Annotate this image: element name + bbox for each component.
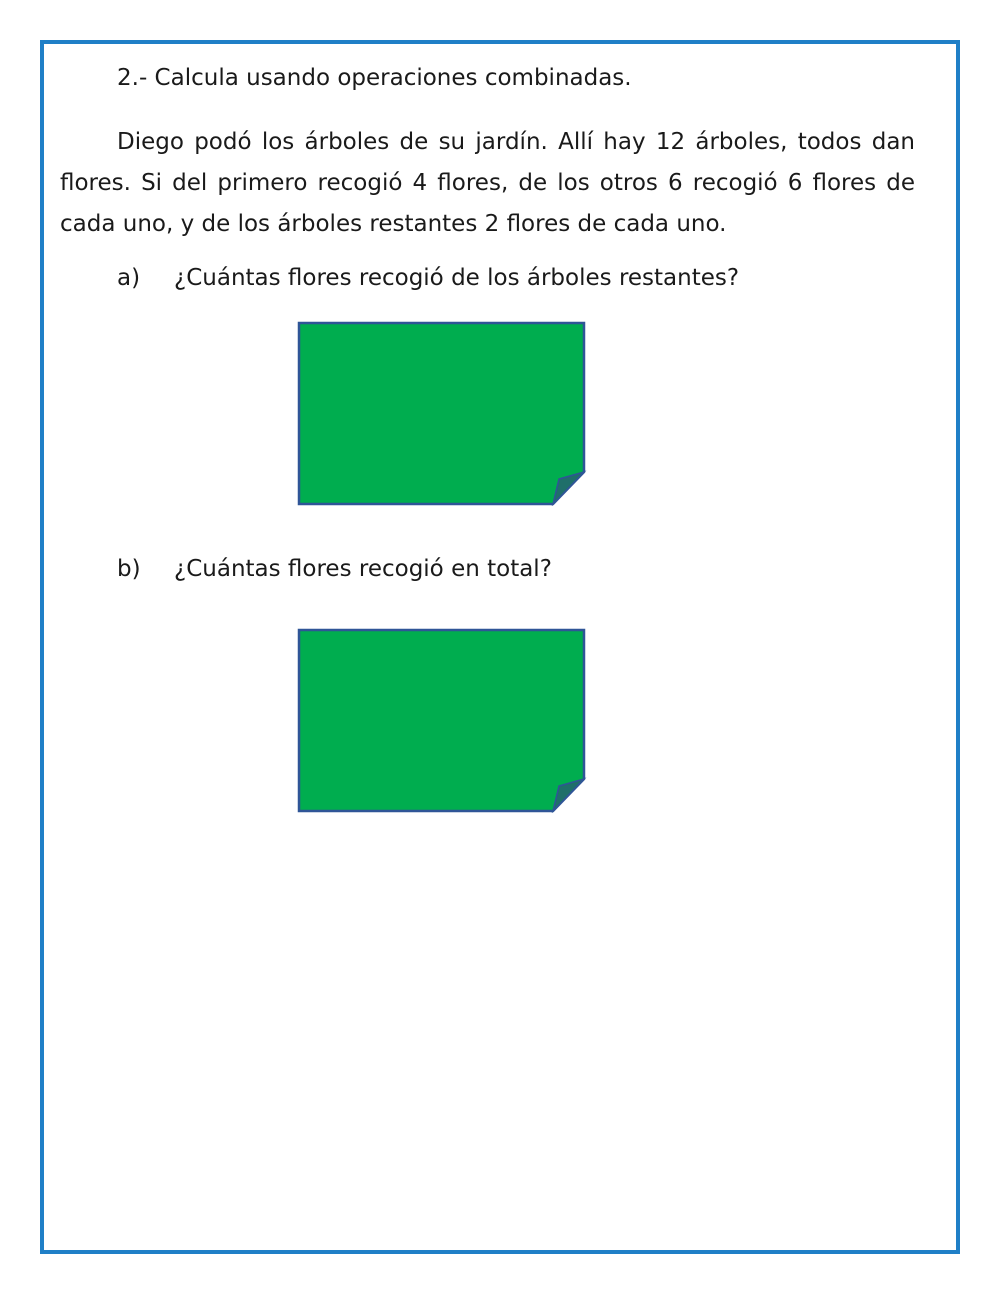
answer-box-a[interactable] [297,321,587,506]
answer-box-b[interactable] [297,628,587,813]
answer-box-b-shape [297,628,587,813]
question-b-letter: b) [117,556,141,582]
problem-statement: Diego podó los árboles de su jardín. Allí hay 12 árboles, todos dan flores. Si del primero recogió 4 flores, de los otros 6 recogió 6 flores de cada uno, y de los árboles restantes 2 flores de cada uno. [60,129,915,237]
question-a-letter: a) [117,265,141,291]
question-a-text: ¿Cuántas flores recogió de los árboles restantes? [174,265,740,291]
question-b-text: ¿Cuántas flores recogió en total? [174,556,552,582]
answer-box-a-shape [297,321,587,506]
exercise-heading: 2.- Calcula usando operaciones combinadas. [117,65,632,91]
